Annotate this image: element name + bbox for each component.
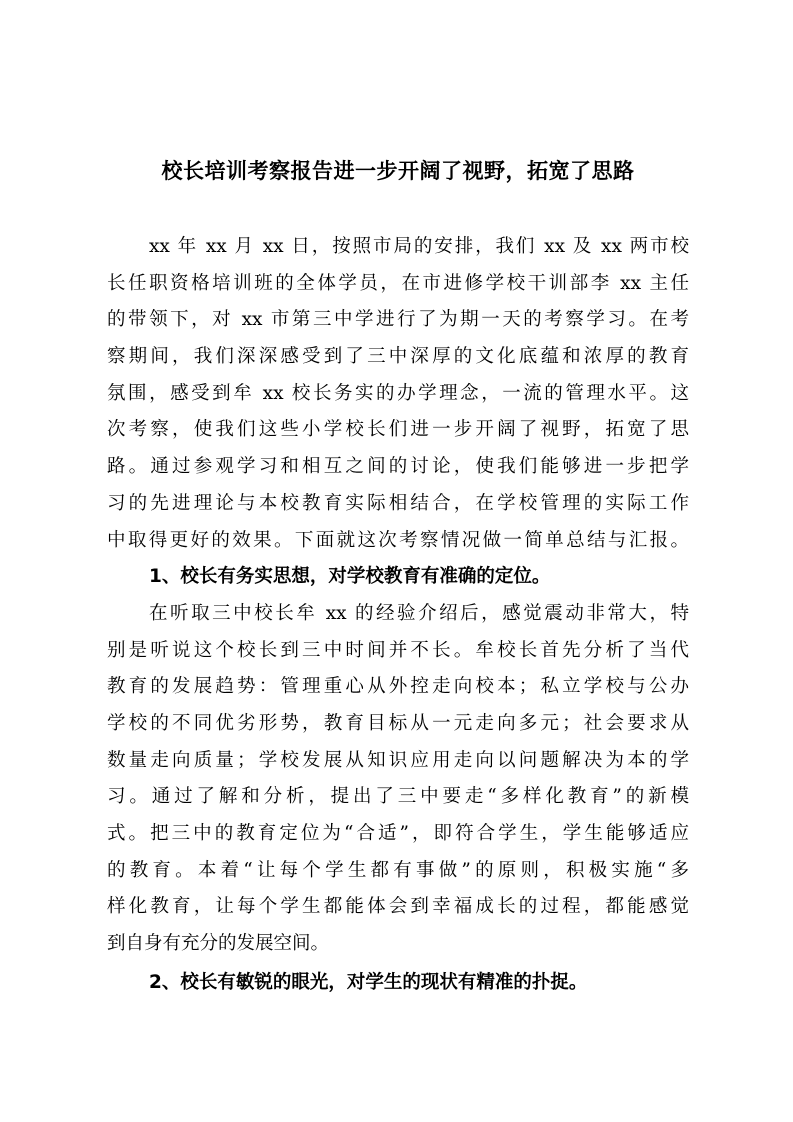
- paragraph-intro: [107, 229, 689, 559]
- text-line: 氛围，感受到牟 xx 校长务实的办学理念，一流的管理水平。这: [107, 382, 689, 404]
- section-heading-2: 2、校长有敏锐的眼光，对学生的现状有精准的扑捉。: [149, 971, 588, 993]
- text-line: 中取得更好的效果。下面就这次考察情况做一简单总结与汇报。: [107, 529, 689, 551]
- text-line: 路。通过参观学习和相互之间的讨论，使我们能够进一步把学: [107, 456, 689, 478]
- text-line: 学校的不同优劣形势，教育目标从一元走向多元；社会要求从: [107, 712, 689, 734]
- text-line: 数量走向质量；学校发展从知识应用走向以问题解决为本的学: [107, 749, 689, 771]
- text-line: 的教育。本着“让每个学生都有事做”的原则，积极实施“多: [107, 859, 689, 881]
- text-line: 次考察，使我们这些小学校长们进一步开阔了视野，拓宽了思: [107, 419, 689, 441]
- text-line: 习的先进理论与本校教育实际相结合，在学校管理的实际工作: [107, 492, 689, 514]
- text-line: 到自身有充分的发展空间。: [107, 933, 330, 955]
- text-line: 的带领下，对 xx 市第三中学进行了为期一天的考察学习。在考: [107, 309, 689, 331]
- document-body: [107, 229, 689, 1001]
- text-line: 教育的发展趋势：管理重心从外控走向校本；私立学校与公办: [107, 676, 689, 698]
- text-line: 在听取三中校长牟 xx 的经验介绍后，感觉震动非常大，特: [149, 602, 689, 624]
- text-line: 察期间，我们深深感受到了三中深厚的文化底蕴和浓厚的教育: [107, 346, 689, 368]
- section-heading-1: 1、校长有务实思想，对学校教育有准确的定位。: [149, 566, 551, 588]
- text-line: xx 年 xx 月 xx 日，按照市局的安排，我们 xx 及 xx 两市校: [149, 236, 689, 257]
- text-line: 习。通过了解和分析，提出了三中要走“多样化教育”的新模: [107, 786, 689, 808]
- text-line: 式。把三中的教育定位为“合适”，即符合学生，学生能够适应: [107, 823, 689, 844]
- paragraph-section-1: [107, 596, 689, 963]
- text-line: 长任职资格培训班的全体学员，在市进修学校干训部李 xx 主任: [107, 272, 689, 294]
- text-line: 样化教育，让每个学生都能体会到幸福成长的过程，都能感觉: [107, 896, 689, 918]
- document-title: 校长培训考察报告进一步开阔了视野，拓宽了思路: [161, 159, 635, 183]
- text-line: 别是听说这个校长到三中时间并不长。牟校长首先分析了当代: [107, 639, 689, 661]
